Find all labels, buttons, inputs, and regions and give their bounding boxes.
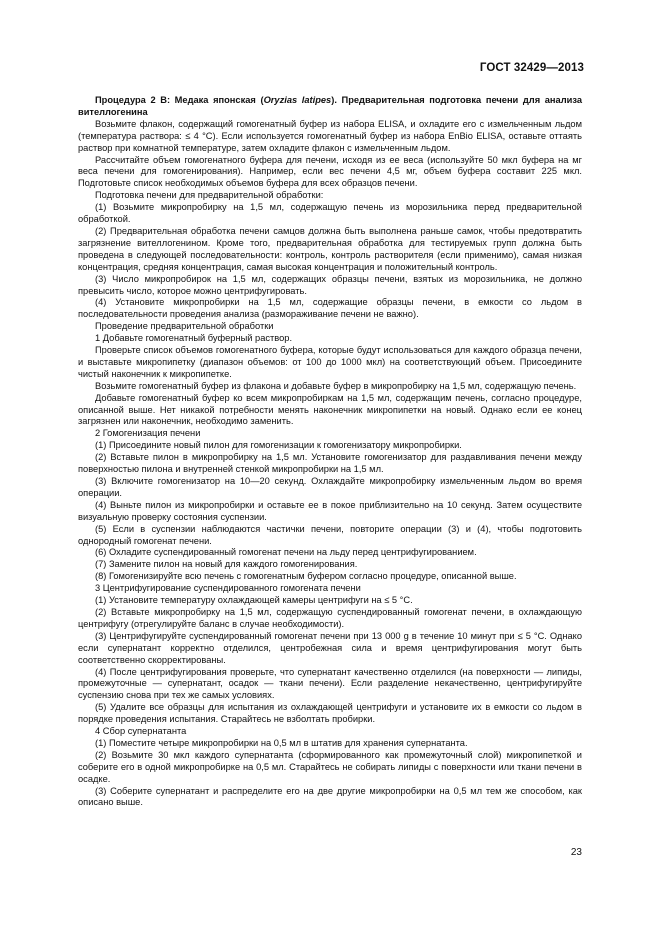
step-heading: 4 Сбор супернатанта — [95, 726, 187, 737]
paragraph: (1) Присоедините новый пилон для гомогенизации к гомогенизатору микропробирки. — [95, 440, 462, 451]
paragraph: (3) Центрифугируйте суспендированный гомогенат печени при 13 000 g в течение 10 минут при ≤ 5 °С. Однако если супернатант корректно отделился, центробежная сила и время центрифугирования могут быть соответственно скорректированы. — [78, 630, 582, 665]
step-heading: 3 Центрифугирование суспендированного гомогената печени — [95, 583, 361, 594]
paragraph: Подготовка печени для предварительной обработки: — [95, 190, 324, 201]
paragraph: (8) Гомогенизируйте всю печень с гомогенатным буфером согласно процедуре, описанной выше. — [95, 571, 517, 582]
paragraph: (6) Охладите суспендированный гомогенат печени на льду перед центрифугированием. — [95, 547, 477, 558]
paragraph: (1) Поместите четыре микропробирки на 0,5 мл в штатив для хранения супернатанта. — [95, 737, 468, 748]
standard-header: ГОСТ 32429—2013 — [479, 62, 584, 74]
paragraph: (2) Предварительная обработка печени самцов должна быть выполнена раньше самок, чтобы предотвратить загрязнение вителлогенином. Кроме того, предварительная обработка для тестируемых групп должна быть проведена в следующей последовательности: контроль, контроль растворителя (если применимо), самая низкая концентрация, средняя концентрация, самая высокая концентрация и положительный контроль. — [78, 225, 582, 272]
section-heading: Проведение предварительной обработки — [95, 321, 274, 332]
paragraph: (1) Установите температуру охлаждающей камеры центрифуги на ≤ 5 °С. — [95, 595, 413, 606]
procedure-title — [78, 95, 582, 119]
paragraph: (5) Удалите все образцы для испытания из охлаждающей центрифуги и установите их в емкости со льдом в порядке проведения испытания. Старайтесь не взболтать пробирки. — [78, 702, 582, 725]
paragraph: (2) Вставьте микропробирку на 1,5 мл, содержащую суспендированный гомогенат печени, в охлаждающую центрифугу (отрегулируйте баланс в случае необходимости). — [78, 606, 582, 629]
paragraph: Возьмите гомогенатный буфер из флакона и добавьте буфер в микропробирку на 1,5 мл, содержащую печень. — [95, 380, 577, 391]
step-heading: 2 Гомогенизация печени — [95, 428, 201, 439]
paragraph: Возьмите флакон, содержащий гомогенатный буфер из набора ELISA, и охладите его с измельченным льдом (температура раствора: ≤ 4 °С). Если используется гомогенатный буфер из набора EnBio ELISA, оставьте оттаять раствор при комнатной температуре, затем охладите флакон с измельченным льдом. — [78, 118, 582, 153]
procedure-title-start: Процедура 2 В: Медака японская ( — [95, 95, 264, 105]
paragraph: (4) После центрифугирования проверьте, что супернатант качественно отделился (на поверхности — липиды, промежуточные — супернатант, осадок — ткани печени). Если разделение некачественно, центрифугируйте суспензию снова при тех же самых условиях. — [78, 666, 582, 701]
paragraph: (4) Выньте пилон из микропробирки и оставьте ее в покое приблизительно на 10 секунд. Затем осуществите визуальную проверку состояния суспензии. — [78, 499, 582, 522]
paragraph: Добавьте гомогенатный буфер ко всем микропробиркам на 1,5 мл, содержащим печень, согласно процедуре, описанной выше. Нет никакой потребности менять наконечник микропипетки на новый. Однако если ее конец загрязнен или наконечник, необходимо заменить. — [78, 392, 582, 427]
paragraph: (3) Включите гомогенизатор на 10—20 секунд. Охлаждайте микропробирку измельченным льдом во время операции. — [78, 476, 582, 498]
paragraph: Проверьте список объемов гомогенатного буфера, которые будут использоваться для каждого образца печени, и выставьте микропипетку (диапазон объемов: от 100 до 1000 мкл) на соответствующий объем. Присоедините чистый наконечник к микропипетке. — [78, 345, 582, 379]
page-number: 23 — [570, 847, 582, 858]
paragraph: (1) Возьмите микропробирку на 1,5 мл, содержащую печень из морозильника перед предварительной обработкой. — [78, 202, 582, 225]
step-heading: 1 Добавьте гомогенатный буферный раствор. — [95, 333, 293, 344]
document-body — [78, 95, 582, 809]
paragraph: (7) Замените пилон на новый для каждого гомогенирования. — [95, 559, 358, 570]
paragraph: (3) Соберите супернатант и распределите его на две другие микропробирки на 0,5 мл тем же способом, как описано выше. — [78, 785, 582, 808]
paragraph: (3) Число микропробирок на 1,5 мл, содержащих образцы печени, взятых из морозильника, не должно превысить число, которое можно центрифугировать. — [78, 273, 582, 296]
species-name: Oryzias latipes — [263, 95, 332, 105]
paragraph: (5) Если в суспензии наблюдаются частички печени, повторите операции (3) и (4), чтобы подготовить однородный гомогенат печени. — [78, 523, 582, 546]
paragraph: Рассчитайте объем гомогенатного буфера для печени, исходя из ее веса (используйте 50 мкл буфера на мг веса печени для гомогенирования). Например, если вес печени 4,5 мг, объем буфера составит 225 мкл. Подготовьте список необходимых объемов буфера для всех образцов печени. — [78, 154, 582, 189]
paragraph: (2) Возьмите 30 мкл каждого супернатанта (сформированного как промежуточный слой) микропипеткой и соберите его в одной микропробирке на 0,5 мл. Старайтесь не собирать липиды с поверхности или ткани печени в осадке. — [78, 749, 582, 784]
procedure-title-end: ). Предварительная подготовка печени для анализа вителлогенина — [78, 95, 582, 117]
paragraph: (4) Установите микропробирки на 1,5 мл, содержащие образцы печени, в емкости со льдом в последовательности проведения анализа (размораживание печени не важно). — [78, 297, 582, 320]
paragraph: (2) Вставьте пилон в микропробирку на 1,5 мл. Установите гомогенизатор для раздавливания печени между поверхностью пилона и внутренней стенкой микропробирки на 1,5 мл. — [78, 452, 582, 475]
